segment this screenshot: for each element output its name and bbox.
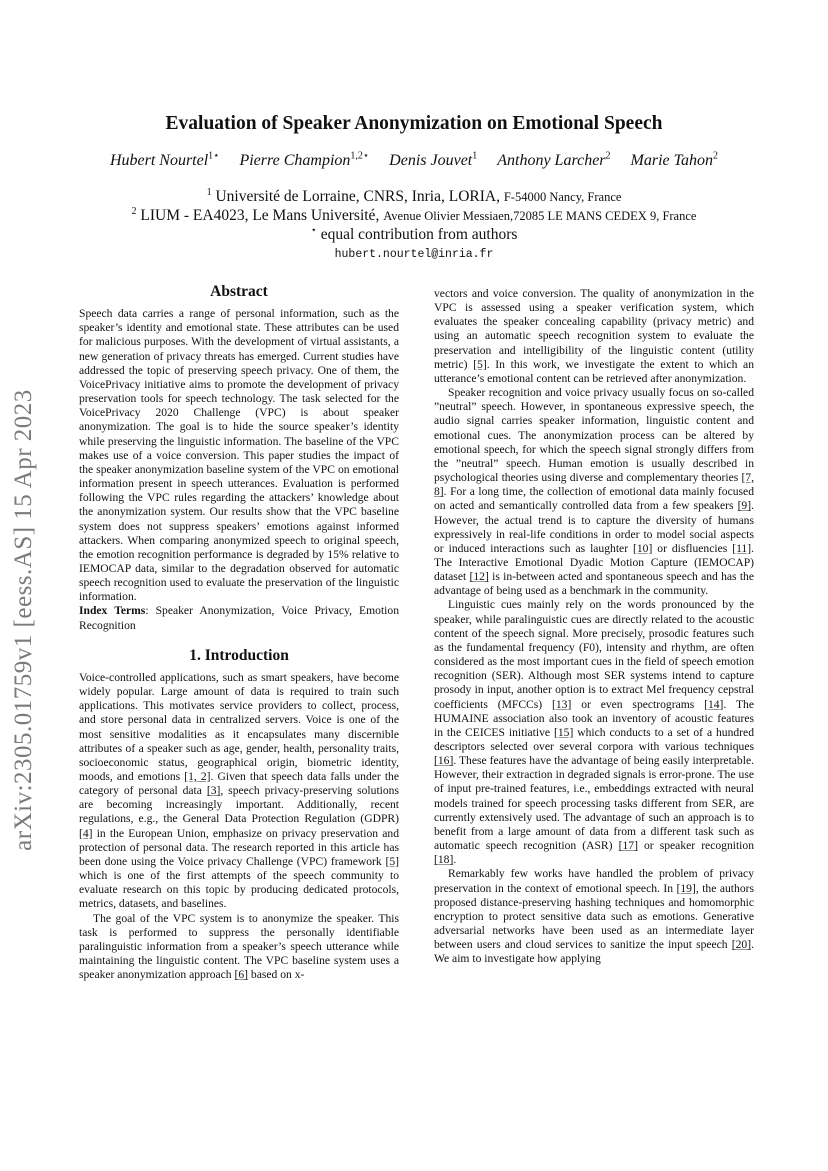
citation-link[interactable]: [17] <box>618 839 638 853</box>
intro-paragraph-1: Voice-controlled applications, such as smart speakers, have become widely popular. Large amount of data is required to train such applications. This motivates service providers to collect, process, and store personal data in centralized servers. Voice is one of the most sensitive modalities as it encapsulates many discernible attributes of a speaker such as age, gender, health, personality traits, socioeconomic status, geographical origin, biometric identity, moods, and emotions [1, 2]. Given that speech data falls under the category of personal data [3], speech privacy-preserving solutions are becoming increasingly important. Additionally, recent regulations, e.g., the General Data Protection Regulation (GDPR) [4] in the European Union, emphasize on privacy preservation and protection of personal data. The research reported in this article has been done using the Voice privacy Challenge (VPC) framework [5] which is one of the first attempts of the speech community to evaluate research on this topic by producing dedicated protocols, metrics, datasets, and baselines. <box>79 670 399 911</box>
index-terms-text: : Speaker Anonymization, Voice Privacy, Emotion Recognition <box>79 604 399 632</box>
abstract-text: Speech data carries a range of personal information, such as the speaker’s identity and emotional state. These attributes can be used for malicious purposes. With the development of virtual assistants, a new generation of privacy threats has emerged. Current studies have addressed the topic of preserving speech privacy. One of them, the VoicePrivacy initiative aims to promote the development of privacy preservation tools for speech technology. The task selected for the VoicePrivacy 2020 Challenge (VPC) is about speaker anonymization. The goal is to hide the source speaker’s identity while preserving the linguistic information. The baseline of the VPC makes use of a voice conversion. This paper studies the impact of the speaker anonymization baseline system of the VPC on emotional information present in speech utterances. Evaluation is performed following the VPC rules regarding the attackers’ knowledge about the anonymization system. Our results show that the VPC baseline system does not suppress speakers’ emotions against informed attackers. When comparing anonymized speech to original speech, the emotion recognition performance is degraded by 15% relative to IEMOCAP data, similar to the degradation observed for automatic speech recognition used to evaluate the preservation of the linguistic information. <box>79 307 399 604</box>
citation-link[interactable]: [5] <box>385 854 399 868</box>
author-list <box>0 151 828 170</box>
body-paragraph-2: Speaker recognition and voice privacy usually focus on so-called ”neutral” speech. However, in spontaneous expressive speech, the audio signal carries speaker information, linguistic content and emotional cues. The anonymization process can be altered by emotional speech, for which the speech signal strongly differs from the ”neutral” speech. Human emotion is usually described in psychological theories using diverse and complementary theories [7, 8]. For a long time, the collection of emotional data mainly focused on acted and semantically controlled data from a few speakers [9]. However, the actual trend is to capture the diversity of humans expressively in real-life conditions in order to model social aspects or induced interactions such as laughter [10] or disfluencies [11]. The Interactive Emotional Dyadic Motion Capture (IEMOCAP) dataset [12] is in-between acted and spontaneous speech and has the advantage of being used as a benchmark in the community. <box>434 386 754 598</box>
equal-contribution-note: ⋆ equal contribution from authors <box>310 225 518 244</box>
citation-link[interactable]: [4] <box>79 826 93 840</box>
author: Pierre Champion$^{1,2⋆}$ <box>239 151 370 170</box>
citation-link[interactable]: [20] <box>731 938 752 952</box>
author: Denis Jouvet$^1$ <box>389 151 478 170</box>
right-column <box>434 287 754 967</box>
abstract-heading: Abstract <box>210 283 268 300</box>
citation-link[interactable]: [1, 2] <box>184 770 211 783</box>
body-paragraph-4: Remarkably few works have handled the problem of privacy preservation in the context of emotional speech. In [19], the authors proposed distance-preserving hashing techniques and homomorphic encryption to protect sensitive data such as emotions. Generative adversarial networks have been used as an intermediate layer between users and cloud services to sanitize the input speech [20]. We aim to investigate how applying <box>434 867 754 966</box>
author: Hubert Nourtel$^{1⋆}$ <box>109 151 220 170</box>
index-terms-label: Index Terms <box>79 604 146 618</box>
citation-link[interactable]: [12] <box>469 570 489 584</box>
index-terms <box>79 604 399 632</box>
citation-link[interactable]: [14] <box>704 697 724 711</box>
citation-link[interactable]: [16] <box>434 754 454 768</box>
left-column <box>79 283 399 982</box>
citation-link[interactable]: [3] <box>206 784 221 798</box>
arxiv-identifier-text: arXiv:2305.01759v1 [eess.AS] 15 Apr 2023 <box>10 389 37 851</box>
contact-email[interactable]: hubert.nourtel@inria.fr <box>334 248 494 261</box>
author: Marie Tahon$^2$ <box>630 151 719 170</box>
paper-title: Evaluation of Speaker Anonymization on Emotional Speech <box>165 113 663 134</box>
introduction-heading: 1. Introduction <box>189 646 289 664</box>
body-paragraph-3: Linguistic cues mainly rely on the words pronounced by the speaker, while paralinguistic cues are directly related to the acoustic content of the speech signal. More precisely, prosodic features such as the fundamental frequency (F0), intensity and rhythm, are often considered as the most important cues in the field of speech emotion recognition (SER). Although most SER systems intend to capture prosody in input, another option is to extract Mel frequency cepstral coefficients (MFCCs) [13] or even spectrograms [14]. The HUMAINE association also took an inventory of acoustic features in the CEICES initiative [15] which conducts to a set of a hundred descriptors selected over several corpora with various techniques [16]. These features have the advantage of being easily interpretable. However, their extraction in degraded signals is error-prone. The use of input pre-trained features, i.e., embeddings extracted with neural models trained for speech processing tasks different from SER, are currently extensively used. The advantage of such an approach is to benefit from a large amount of data from a different task such as automatic speech recognition (ASR) [17] or speaker recognition [18]. <box>434 598 754 867</box>
affiliation-2: $^2$ LIUM - EA4023, Le Mans Université, Avenue Olivier Messiaen,72085 LE MANS CEDEX 9, France <box>131 206 697 225</box>
citation-link[interactable]: [10] <box>633 541 653 555</box>
citation-link[interactable]: [19] <box>676 881 696 895</box>
citation-link[interactable]: [6] <box>234 968 249 982</box>
body-paragraph-1: vectors and voice conversion. The quality of anonymization in the VPC is assessed using a speaker verification system, which evaluates the speaker concealing capability (privacy metric) and using an automatic speech recognition system to evaluate the preservation and intelligibility of the linguistic content (utility metric) [5]. In this work, we investigate the extent to which an utterance’s emotional content can be retrieved after anonymization. <box>434 287 755 385</box>
author: Anthony Larcher$^2$ <box>497 151 611 170</box>
citation-link[interactable]: [9] <box>737 499 752 513</box>
citation-link[interactable]: [11] <box>732 541 752 555</box>
citation-link[interactable]: [15] <box>553 725 574 739</box>
citation-link[interactable]: [7, 8] <box>434 471 754 499</box>
intro-paragraph-2: The goal of the VPC system is to anonymize the speaker. This task is performed to suppress the personally identifiable paralinguistic information from a speaker’s speech utterance while maintaining the linguistic content. The VPC baseline system uses a speaker anonymization approach [6] based on x- <box>79 911 399 982</box>
affiliation-1: $^1$ Université de Lorraine, CNRS, Inria, LORIA, F-54000 Nancy, France <box>206 187 622 206</box>
arxiv-identifier-stamp <box>4 340 44 900</box>
citation-link[interactable]: [18] <box>434 853 454 867</box>
citation-link[interactable]: [5] <box>473 357 487 371</box>
citation-link[interactable]: [13] <box>552 697 572 711</box>
